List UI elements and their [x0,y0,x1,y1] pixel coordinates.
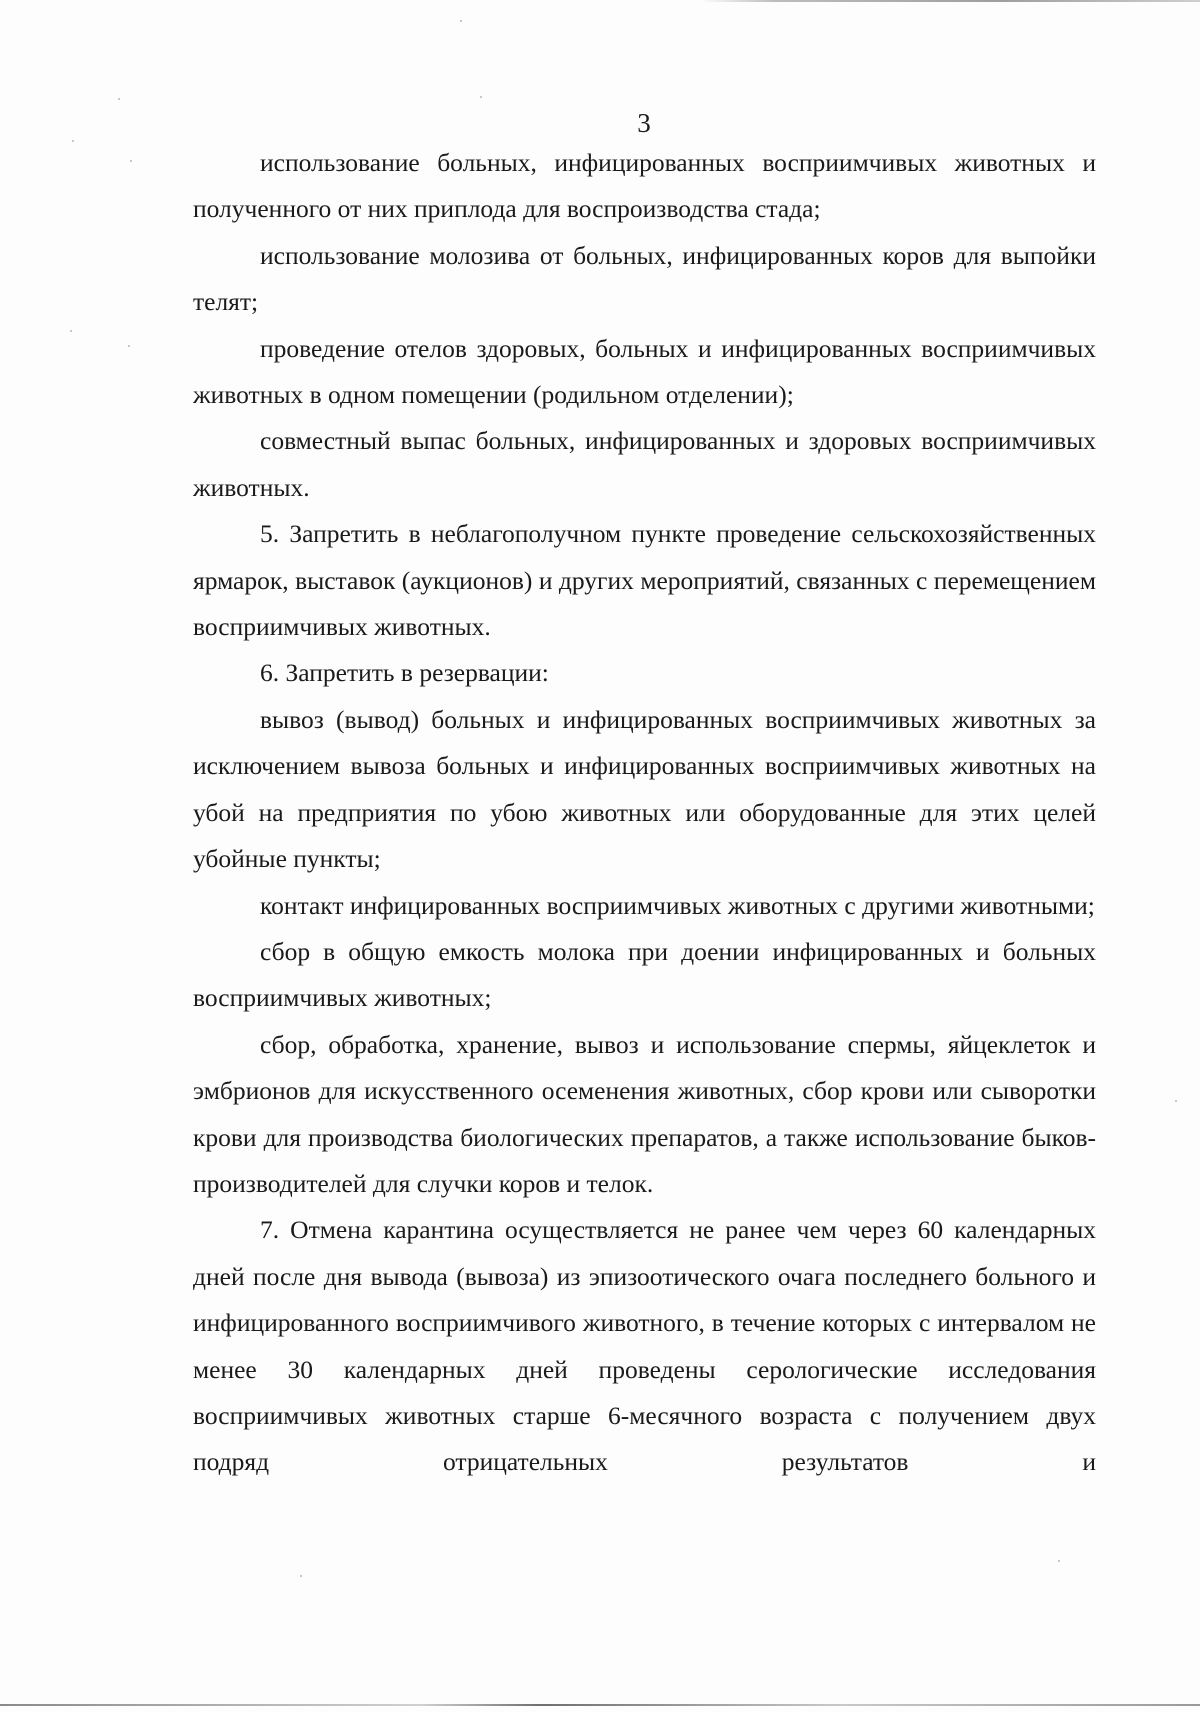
scan-edge-line-bottom [0,1704,1200,1706]
scan-speck [130,160,132,162]
scan-speck [70,330,72,332]
paragraph: 7. Отмена карантина осуществляется не ранее чем через 60 календарных дней после дня вывода (вывоза) из эпизоотического очага последнего больного и инфицированного восприимчивого животного, в течение которых с интервалом не менее 30 календарных дней проведены серологические исследования восприимчивых животных старше 6-месячного возраста с получением двух подряд отрицательных результатов и [193,1215,1096,1477]
document-body [193,140,1096,1486]
paragraph: вывоз (вывод) больных и инфицированных восприимчивых животных за исключением вывоза больных и инфицированных восприимчивых животных на убой на предприятия по убою животных или оборудованные для этих целей убойные пункты; [193,704,1096,874]
scan-speck [1175,1100,1177,1102]
paragraph: контакт инфицированных восприимчивых животных с другими животными; [260,890,1095,920]
scan-speck [118,98,120,100]
page-number: 3 [637,108,651,138]
paragraph: использование молозива от больных, инфицированных коров для выпойки телят; [193,240,1096,317]
scan-speck [480,96,482,98]
scan-speck [300,1575,302,1577]
paragraph: проведение отелов здоровых, больных и инфицированных восприимчивых животных в одном помещении (родильном отделении); [193,333,1096,410]
scan-speck [72,140,74,142]
scan-speck [1058,1560,1060,1562]
scan-speck [128,345,130,347]
paragraph: 6. Запретить в резервации: [260,658,549,688]
paragraph: использование больных, инфицированных восприимчивых животных и полученного от них приплода для воспроизводства стада; [193,148,1096,224]
paragraph: 5. Запретить в неблагополучном пункте проведение сельскохозяйственных ярмарок, выставок (аукционов) и других мероприятий, связанных с перемещением восприимчивых животных. [193,519,1096,642]
paragraph: совместный выпас больных, инфицированных и здоровых восприимчивых животных. [193,426,1096,502]
paragraph: сбор, обработка, хранение, вывоз и использование спермы, яйцеклеток и эмбрионов для искусственного осеменения животных, сбор крови или сыворотки крови для производства биологических препаратов, а также использование быков-производителей для случки коров и телок. [193,1029,1096,1198]
scan-speck [460,20,462,22]
scan-edge-line-top [700,0,1200,2]
paragraph: сбор в общую емкость молока при доении инфицированных и больных восприимчивых животных; [193,936,1096,1013]
